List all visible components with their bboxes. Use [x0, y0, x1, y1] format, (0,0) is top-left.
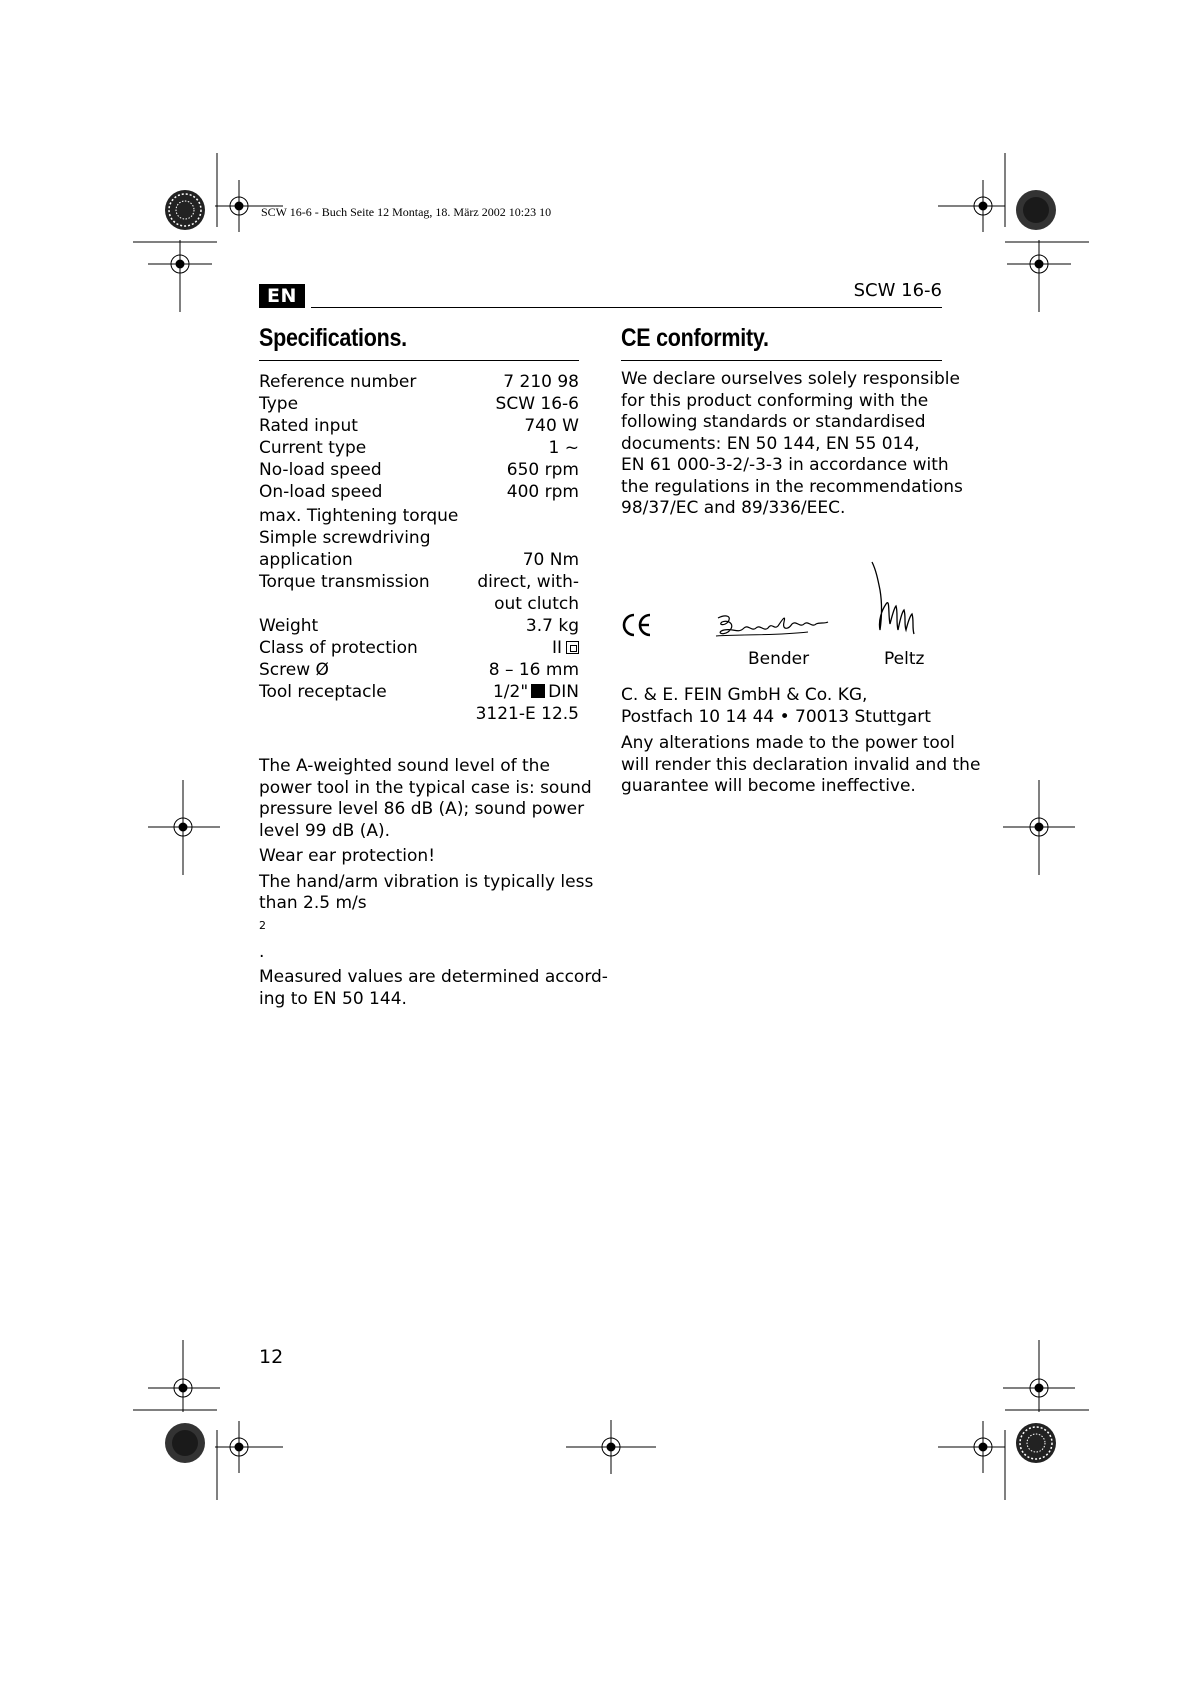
ce-conformity-rule: [621, 360, 942, 361]
page-number: 12: [259, 1346, 284, 1368]
text-line: following standards or standardised: [621, 412, 926, 432]
text-line: ing to EN 50 144.: [259, 988, 407, 1009]
specifications-title: Specifications.: [259, 324, 407, 352]
spec-value: II: [551, 638, 562, 658]
text-line: the regulations in the recommendations: [621, 476, 963, 497]
alteration-notice: [621, 733, 981, 798]
vibration-paragraph: [259, 871, 594, 964]
text-line: We declare ourselves solely responsible: [621, 369, 960, 389]
text-line: for this product conforming with the: [621, 390, 929, 411]
spec-value: out clutch: [494, 594, 579, 614]
text-line: Any alterations made to the power tool: [621, 733, 955, 753]
spec-row: [259, 659, 579, 681]
spec-table: [259, 371, 579, 725]
spec-row-torque: [259, 505, 579, 571]
model-header: SCW 16-6: [853, 280, 942, 301]
spec-row-transmission: [259, 571, 579, 615]
text-fragment: than 2.5 m/s: [259, 893, 367, 913]
spec-value: 740 W: [524, 416, 579, 436]
spec-label: Rated input: [259, 416, 358, 436]
company-address: [621, 685, 951, 728]
ce-declaration: [621, 369, 963, 520]
text-line: 98/37/EC and 89/336/EEC.: [621, 498, 846, 518]
text-line: Measured values are determined accord-: [259, 967, 608, 988]
text-line: EN 61 000-3-2/-3-3 in accordance with: [621, 455, 949, 475]
peltz-signature: [868, 560, 920, 640]
specifications-rule: [259, 360, 579, 361]
spec-value: 3121-E 12.5: [475, 704, 579, 724]
spec-value: 3.7 kg: [525, 616, 579, 636]
text-fragment: .: [259, 941, 265, 962]
spec-label: max. Tightening torque: [259, 506, 459, 526]
language-badge: EN: [259, 284, 305, 308]
printer-slug-line: SCW 16-6 - Buch Seite 12 Montag, 18. März 2002 10:23 10: [261, 205, 552, 219]
signatory-peltz: Peltz: [884, 649, 925, 669]
ce-conformity-title: CE conformity.: [621, 324, 769, 352]
spec-label: Class of protection: [259, 638, 418, 658]
text-line: documents: EN 50 144, EN 55 014,: [621, 433, 920, 454]
spec-label: On-load speed: [259, 482, 383, 502]
text-line: The hand/arm vibration is typically less: [259, 871, 594, 892]
text-line: power tool in the typical case is: sound: [259, 777, 592, 798]
ear-protection-warning: Wear ear protection!: [259, 846, 436, 866]
spec-row: [259, 459, 579, 481]
spec-value: DIN: [548, 682, 579, 702]
spec-row: [259, 681, 579, 703]
text-line: guarantee will become ineffective.: [621, 776, 916, 796]
spec-label: Reference number: [259, 372, 417, 392]
spec-label: Screw Ø: [259, 660, 329, 680]
square-drive-icon: [531, 684, 545, 698]
spec-value: 8 – 16 mm: [488, 660, 579, 680]
spec-label: Weight: [259, 616, 319, 636]
bender-signature: [712, 610, 834, 644]
spec-label: Simple screwdriving: [259, 528, 431, 548]
header-rule: [311, 307, 942, 308]
spec-value: 1/2": [492, 682, 529, 702]
spec-value: 1 ~: [548, 438, 579, 458]
spec-row: [259, 371, 579, 393]
spec-label: application: [259, 550, 353, 570]
text-line: C. & E. FEIN GmbH & Co. KG,: [621, 685, 868, 705]
spec-row: [259, 415, 579, 437]
spec-value: 70 Nm: [522, 550, 579, 570]
signatory-bender: Bender: [748, 649, 810, 669]
spec-value: direct, with-: [477, 572, 579, 592]
spec-row: [259, 615, 579, 637]
spec-row: [259, 703, 579, 725]
text-line: will render this declaration invalid and the: [621, 754, 981, 775]
text-line: Postfach 10 14 44 • 70013 Stuttgart: [621, 706, 931, 727]
text-line: The A-weighted sound level of the: [259, 756, 550, 776]
spec-row: [259, 437, 579, 459]
ce-mark-icon: [621, 612, 653, 638]
spec-value: 7 210 98: [503, 372, 579, 392]
spec-label: Torque transmission: [259, 572, 430, 592]
spec-label: No-load speed: [259, 460, 382, 480]
text-line: pressure level 86 dB (A); sound power: [259, 799, 585, 819]
spec-value: 400 rpm: [506, 482, 579, 502]
text-line: [259, 893, 589, 963]
spec-row: [259, 637, 579, 659]
measured-values-paragraph: [259, 967, 608, 1010]
spec-label: Tool receptacle: [259, 682, 387, 702]
sound-notes: [259, 756, 608, 1014]
spec-row: [259, 393, 579, 415]
text-line: level 99 dB (A).: [259, 820, 391, 841]
protection-class-ii-icon: [566, 641, 579, 654]
superscript: 2: [259, 918, 266, 932]
spec-value: 650 rpm: [506, 460, 579, 480]
spec-label: Type: [259, 394, 299, 414]
spec-label: Current type: [259, 438, 367, 458]
spec-row: [259, 481, 579, 503]
spec-value: SCW 16-6: [495, 394, 579, 414]
sound-level-paragraph: [259, 756, 592, 842]
